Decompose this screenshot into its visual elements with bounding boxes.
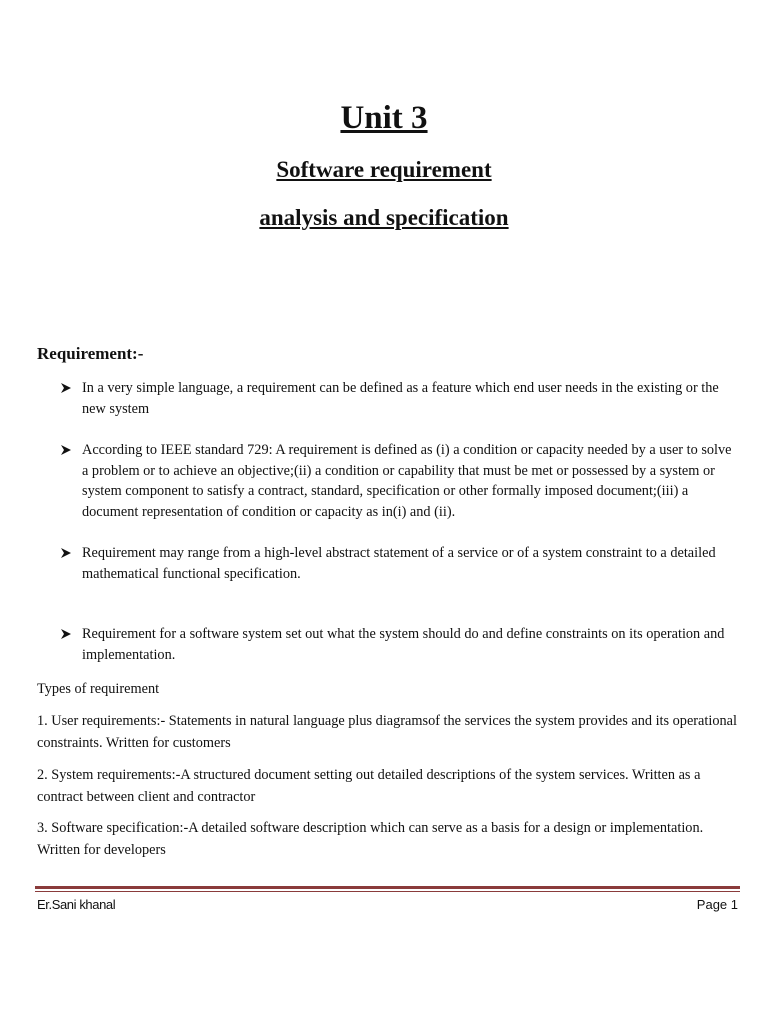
footer-author: Er.Sani khanal xyxy=(37,897,116,912)
footer-page-number: Page 1 xyxy=(696,897,738,912)
unit-title: Unit 3 xyxy=(340,100,428,136)
bullet-item xyxy=(60,543,740,584)
type-paragraph-system: 2. System requirements:-A structured document setting out detailed descriptions of the system services. Written as a contract between client and contractor xyxy=(37,767,701,805)
arrowhead-bullet-icon xyxy=(60,444,72,456)
bullet-item xyxy=(60,624,740,665)
types-heading: Types of requirement xyxy=(37,681,160,697)
bullet-text: According to IEEE standard 729: A requirement is defined as (i) a condition or capacity needed by a user to solve a problem or to achieve an objective;(ii) a condition or capability that must be met or possessed by a system or system component to satisfy a contract, standard, specification or other formally imposed document;(iii) a document representation of condition or capacity as in(i) and (ii). xyxy=(82,442,732,521)
arrowhead-bullet-icon xyxy=(60,547,72,559)
bullet-text: Requirement may range from a high-level abstract statement of a service or of a system constraint to a detailed mathematical functional specification. xyxy=(82,545,716,582)
type-paragraph-user: 1. User requirements:- Statements in natural language plus diagramsof the services the system provides and its operational constraints. Written for customers xyxy=(37,713,737,751)
subtitle-line-1: Software requirement xyxy=(276,157,492,182)
bullet-item xyxy=(60,378,740,419)
footer-rule-thin xyxy=(35,891,740,892)
section-heading: Requirement:- xyxy=(37,344,144,363)
arrowhead-bullet-icon xyxy=(60,382,72,394)
bullet-text: In a very simple language, a requirement can be defined as a feature which end user needs in the existing or the new system xyxy=(82,380,719,417)
bullet-text: Requirement for a software system set out what the system should do and define constraints on its operation and implementation. xyxy=(82,626,725,663)
arrowhead-bullet-icon xyxy=(60,628,72,640)
type-paragraph-software: 3. Software specification:-A detailed software description which can serve as a basis for a design or implementation. Written for developers xyxy=(37,820,704,858)
bullet-item xyxy=(60,440,740,523)
footer-rule-thick xyxy=(35,886,740,889)
subtitle-line-2: analysis and specification xyxy=(259,205,509,230)
